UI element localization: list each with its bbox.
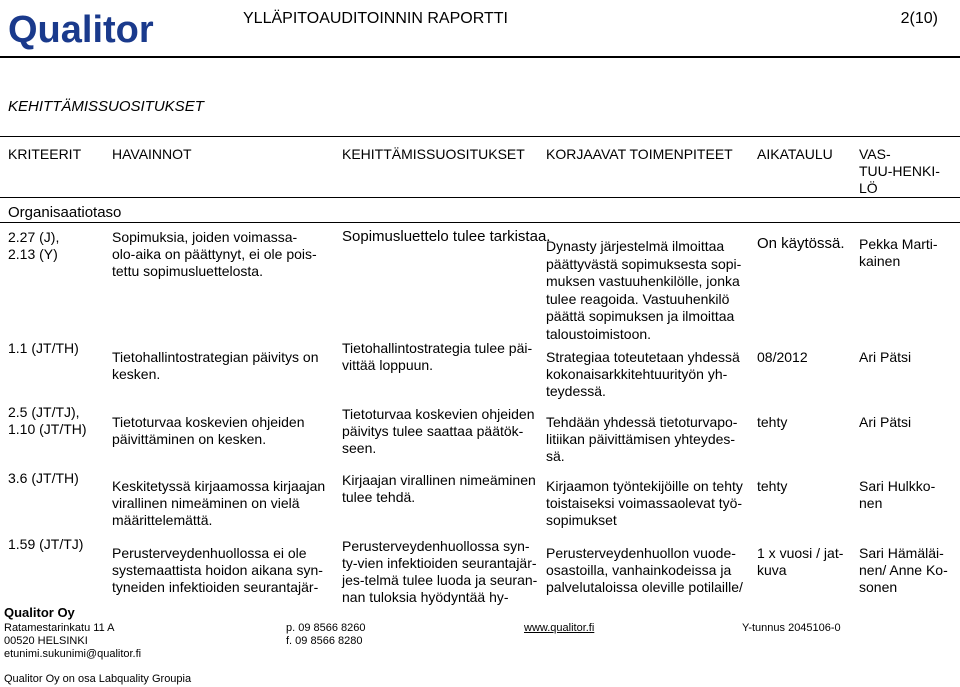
footer-ytunnus: Y-tunnus 2045106-0 [742, 622, 841, 634]
table-row-1-schedule: On käytössä. [757, 235, 845, 252]
table-row-5-responsible: Sari Hämäläi- nen/ Anne Ko- sonen [859, 545, 948, 595]
table-row-4-schedule: tehty [757, 478, 788, 494]
report-title: YLLÄPITOAUDITOINNIN RAPORTTI [243, 10, 508, 27]
page-number: 2(10) [900, 10, 938, 27]
table-row-4-recommendation: Kirjaajan virallinen nimeäminen tulee tehdä. [342, 472, 536, 505]
table-group-rule [0, 222, 960, 223]
col-header-actions: KORJAAVAT TOIMENPITEET [546, 146, 733, 162]
group-label: Organisaatiotaso [8, 204, 122, 221]
table-row-5-criteria: 1.59 (JT/TJ) [8, 536, 84, 552]
col-header-recommendations: KEHITTÄMISSUOSITUKSET [342, 146, 525, 162]
section-title: KEHITTÄMISSUOSITUKSET [8, 98, 204, 115]
table-row-2-responsible: Ari Pätsi [859, 349, 912, 365]
col-header-responsible: VAS- TUU-HENKI- LÖ [859, 146, 940, 196]
table-row-4-responsible: Sari Hulkko- nen [859, 478, 936, 511]
table-row-5-recommendation: Perusterveydenhuollossa syn- ty-vien infektioiden seurantajär- jes-telmä tulee luoda ja seuran- nan tuloksia hyödyntää hy- [342, 538, 538, 605]
table-header-rule [0, 197, 960, 198]
table-row-5-action: Perusterveydenhuollon vuode- osastoilla, vanhainkodeissa ja palvelutaloissa oleville potilaille/ [546, 545, 743, 595]
col-header-criteria: KRITEERIT [8, 146, 82, 162]
header-divider [0, 56, 960, 58]
table-row-4-observation: Keskitetyssä kirjaamossa kirjaajan virallinen nimeäminen on vielä määrittelemättä. [112, 478, 326, 528]
table-row-3-observation: Tietoturvaa koskevien ohjeiden päivittäminen on kesken. [112, 414, 305, 447]
table-row-3-criteria: 2.5 (JT/TJ), 1.10 (JT/TH) [8, 404, 87, 437]
footer-address2: 00520 HELSINKI [4, 635, 88, 647]
footer-phone: p. 09 8566 8260 [286, 622, 366, 634]
footer-address1: Ratamestarinkatu 11 A [4, 622, 115, 634]
table-row-5-observation: Perusterveydenhuollossa ei ole systemaattista hoidon aikana syn- tyneiden infektioiden seurantajär- [112, 545, 323, 595]
footer-web-link[interactable]: www.qualitor.fi [524, 622, 595, 634]
table-row-1-recommendation: Sopimusluettelo tulee tarkistaa. [342, 228, 551, 245]
table-row-1-criteria: 2.27 (J), 2.13 (Y) [8, 229, 60, 262]
table-row-1-observation: Sopimuksia, joiden voimassa- olo-aika on päättynyt, ei ole pois- tettu sopimusluettelosta. [112, 229, 317, 279]
table-row-4-action: Kirjaamon työntekijöille on tehty toistaiseksi voimassaolevat työ- sopimukset [546, 478, 743, 528]
table-row-3-action: Tehdään yhdessä tietoturvapo- litiikan päivittämisen yhteydes- sä. [546, 414, 738, 464]
logo-text: Qualitor [8, 9, 154, 50]
col-header-observations: HAVAINNOT [112, 146, 192, 162]
table-row-5-schedule: 1 x vuosi / jat- kuva [757, 545, 844, 578]
table-row-2-observation: Tietohallintostrategian päivitys on kesken. [112, 349, 319, 382]
footer-email: etunimi.sukunimi@qualitor.fi [4, 648, 142, 660]
table-row-3-responsible: Ari Pätsi [859, 414, 912, 430]
table-row-3-recommendation: Tietoturvaa koskevien ohjeiden päivitys tulee saattaa päätök- seen. [342, 406, 535, 456]
col-header-schedule: AIKATAULU [757, 146, 833, 162]
footer-fax: f. 09 8566 8280 [286, 635, 363, 647]
qualitor-logo [6, 6, 202, 50]
table-row-3-schedule: tehty [757, 414, 788, 430]
table-top-rule [0, 136, 960, 137]
table-row-4-criteria: 3.6 (JT/TH) [8, 470, 79, 486]
footer-tagline: Qualitor Oy on osa Labquality Groupia [4, 673, 192, 685]
table-row-2-schedule: 08/2012 [757, 349, 808, 365]
table-row-1-action: Dynasty järjestelmä ilmoittaa päättyvästä sopimuksesta sopi- muksen vastuuhenkilölle, jonka tulee reagoida. Vastuuhenkilö päättä sopimuksen ja ilmoittaa taloustoimistoon. [546, 238, 742, 342]
table-row-2-action: Strategiaa toteutetaan yhdessä kokonaisarkkitehtuurityön yh- teydessä. [546, 349, 740, 399]
table-row-2-recommendation: Tietohallintostrategia tulee päi- vittää loppuun. [342, 340, 533, 373]
footer-company: Qualitor Oy [4, 605, 75, 620]
table-row-1-responsible: Pekka Marti- kainen [859, 236, 938, 269]
table-row-2-criteria: 1.1 (JT/TH) [8, 340, 79, 356]
